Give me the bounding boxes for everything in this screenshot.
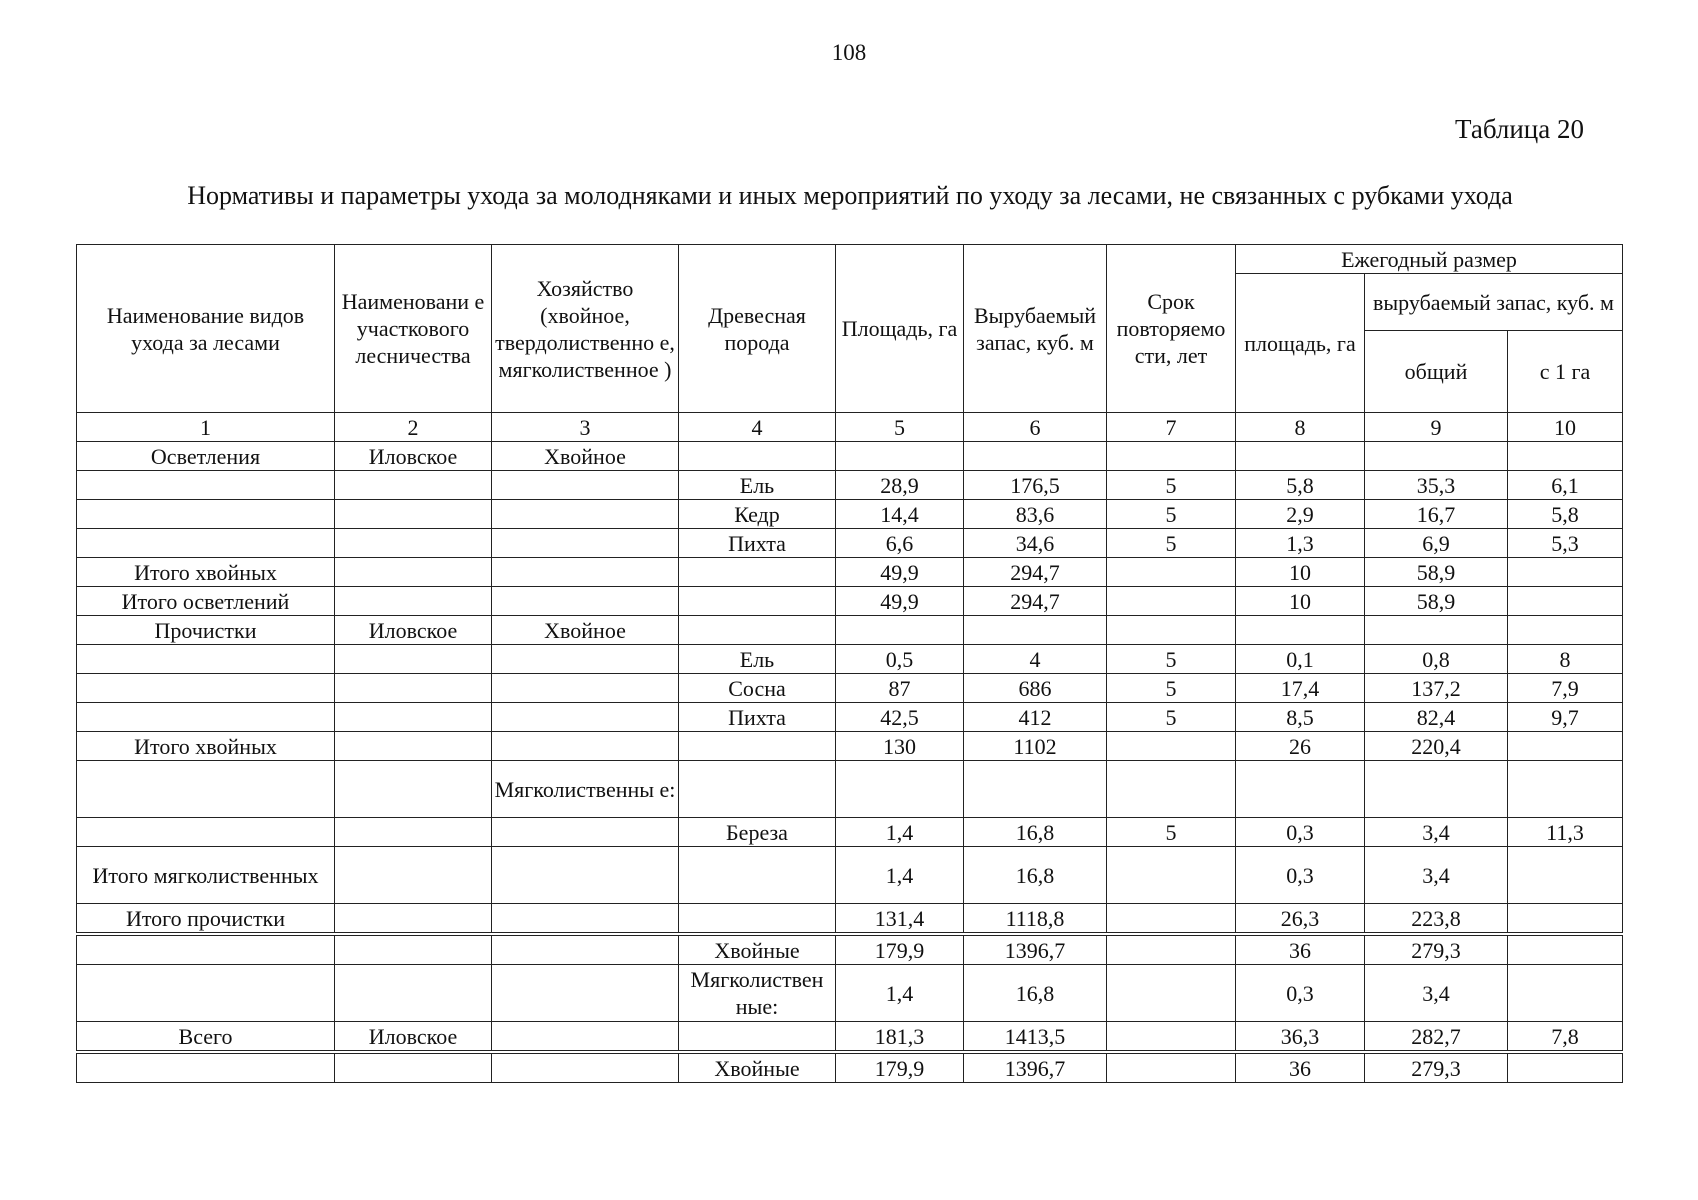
- table-cell: 42,5: [836, 703, 964, 732]
- table-row: [77, 934, 1623, 965]
- table-cell: [77, 645, 335, 674]
- table-cell: [1508, 847, 1623, 904]
- table-cell: [492, 471, 679, 500]
- table-cell: [1365, 442, 1508, 471]
- table-cell: [492, 558, 679, 587]
- table-cell: [335, 934, 492, 965]
- table-cell: [1107, 904, 1236, 935]
- table-cell: 6,6: [836, 529, 964, 558]
- table-cell: [77, 471, 335, 500]
- table-cell: 3,4: [1365, 818, 1508, 847]
- table-cell: 130: [836, 732, 964, 761]
- table-cell: [1107, 934, 1236, 965]
- table-cell: [679, 732, 836, 761]
- table-cell: [1107, 732, 1236, 761]
- header-stock-total: общий: [1365, 331, 1508, 413]
- table-cell: [492, 904, 679, 935]
- table-cell: 294,7: [964, 558, 1107, 587]
- table-cell: [335, 904, 492, 935]
- table-cell: 14,4: [836, 500, 964, 529]
- table-cell: 0,1: [1236, 645, 1365, 674]
- table-cell: 10: [1236, 558, 1365, 587]
- column-number: 4: [679, 413, 836, 442]
- table-cell: 5,8: [1236, 471, 1365, 500]
- table-cell: 686: [964, 674, 1107, 703]
- table-cell: Итого осветлений: [77, 587, 335, 616]
- header-cut-stock: Вырубаемый запас, куб. м: [964, 245, 1107, 413]
- table-cell: Иловское: [335, 616, 492, 645]
- column-number: 5: [836, 413, 964, 442]
- table-cell: 16,8: [964, 818, 1107, 847]
- table-cell: 1413,5: [964, 1022, 1107, 1053]
- table-cell: [1107, 616, 1236, 645]
- table-cell: [492, 934, 679, 965]
- table-cell: 5: [1107, 645, 1236, 674]
- header-care-type: Наименование видов ухода за лесами: [77, 245, 335, 413]
- table-cell: 1396,7: [964, 1052, 1107, 1083]
- table-cell: [492, 703, 679, 732]
- table-cell: [1508, 1052, 1623, 1083]
- table-cell: [964, 442, 1107, 471]
- table-cell: 137,2: [1365, 674, 1508, 703]
- table-row: [77, 442, 1623, 471]
- table-cell: 36: [1236, 1052, 1365, 1083]
- table-cell: [679, 558, 836, 587]
- table-row: [77, 761, 1623, 818]
- table-cell: [492, 529, 679, 558]
- table-cell: [1508, 904, 1623, 935]
- table-cell: 1,4: [836, 847, 964, 904]
- table-cell: [1508, 442, 1623, 471]
- table-cell: 5: [1107, 703, 1236, 732]
- table-cell: 0,3: [1236, 847, 1365, 904]
- table-row: [77, 818, 1623, 847]
- table-row: [77, 703, 1623, 732]
- column-number: 1: [77, 413, 335, 442]
- table-cell: Всего: [77, 1022, 335, 1053]
- column-number: 9: [1365, 413, 1508, 442]
- table-cell: 8,5: [1236, 703, 1365, 732]
- table-cell: 36: [1236, 934, 1365, 965]
- table-cell: 5: [1107, 674, 1236, 703]
- table-cell: [1508, 616, 1623, 645]
- table-cell: 34,6: [964, 529, 1107, 558]
- table-cell: 294,7: [964, 587, 1107, 616]
- table-cell: 279,3: [1365, 934, 1508, 965]
- table-cell: [679, 761, 836, 818]
- table-cell: 36,3: [1236, 1022, 1365, 1053]
- table-cell: Мягколиственны е:: [492, 761, 679, 818]
- header-repeat-period: Срок повторяемо сти, лет: [1107, 245, 1236, 413]
- table-row: [77, 558, 1623, 587]
- table-cell: 26,3: [1236, 904, 1365, 935]
- table-cell: 0,8: [1365, 645, 1508, 674]
- column-number: 8: [1236, 413, 1365, 442]
- table-cell: [492, 965, 679, 1022]
- table-cell: [335, 645, 492, 674]
- table-cell: [492, 732, 679, 761]
- table-body: [77, 442, 1623, 1083]
- norms-table: [76, 244, 1623, 1083]
- table-cell: 3,4: [1365, 965, 1508, 1022]
- table-cell: 5: [1107, 529, 1236, 558]
- table-row: [77, 587, 1623, 616]
- table-cell: [335, 847, 492, 904]
- table-cell: Мягколиствен ные:: [679, 965, 836, 1022]
- table-cell: 8: [1508, 645, 1623, 674]
- table-cell: [492, 1022, 679, 1053]
- table-cell: Итого прочистки: [77, 904, 335, 935]
- table-row: [77, 847, 1623, 904]
- table-cell: 87: [836, 674, 964, 703]
- table-cell: [335, 818, 492, 847]
- table-cell: 6,1: [1508, 471, 1623, 500]
- table-cell: [1508, 558, 1623, 587]
- table-cell: [1365, 761, 1508, 818]
- table-cell: [492, 645, 679, 674]
- table-cell: 181,3: [836, 1022, 964, 1053]
- table-cell: [1508, 934, 1623, 965]
- header-annual-area: площадь, га: [1236, 274, 1365, 413]
- table-cell: [77, 529, 335, 558]
- table-cell: 412: [964, 703, 1107, 732]
- table-cell: Пихта: [679, 703, 836, 732]
- table-cell: 223,8: [1365, 904, 1508, 935]
- table-cell: 5: [1107, 500, 1236, 529]
- table-cell: 58,9: [1365, 558, 1508, 587]
- table-row: [77, 616, 1623, 645]
- table-cell: [335, 965, 492, 1022]
- table-cell: 6,9: [1365, 529, 1508, 558]
- table-row: [77, 645, 1623, 674]
- table-cell: Осветления: [77, 442, 335, 471]
- table-cell: [335, 500, 492, 529]
- table-cell: [335, 674, 492, 703]
- table-cell: [492, 847, 679, 904]
- table-row: [77, 904, 1623, 935]
- table-cell: Хвойное: [492, 616, 679, 645]
- table-cell: [679, 904, 836, 935]
- table-cell: 1,4: [836, 818, 964, 847]
- table-row: [77, 500, 1623, 529]
- table-cell: [492, 500, 679, 529]
- table-cell: 131,4: [836, 904, 964, 935]
- table-cell: [77, 818, 335, 847]
- table-cell: [77, 500, 335, 529]
- table-cell: Хвойные: [679, 1052, 836, 1083]
- table-cell: 16,8: [964, 965, 1107, 1022]
- header-area: Площадь, га: [836, 245, 964, 413]
- table-row: [77, 471, 1623, 500]
- table-cell: 7,8: [1508, 1022, 1623, 1053]
- table-cell: 82,4: [1365, 703, 1508, 732]
- header-stock-per-ha: с 1 га: [1508, 331, 1623, 413]
- table-cell: [335, 558, 492, 587]
- table-cell: 58,9: [1365, 587, 1508, 616]
- table-cell: [335, 529, 492, 558]
- table-number: Таблица 20: [1455, 114, 1584, 144]
- table-cell: Итого хвойных: [77, 558, 335, 587]
- table-cell: 0,3: [1236, 818, 1365, 847]
- table-cell: 2,9: [1236, 500, 1365, 529]
- table-cell: [77, 703, 335, 732]
- table-cell: 83,6: [964, 500, 1107, 529]
- table-cell: 10: [1236, 587, 1365, 616]
- table-cell: [1107, 558, 1236, 587]
- table-cell: 28,9: [836, 471, 964, 500]
- table-cell: [1107, 1052, 1236, 1083]
- table-cell: [679, 442, 836, 471]
- column-number: 2: [335, 413, 492, 442]
- table-cell: [1107, 965, 1236, 1022]
- table-cell: Кедр: [679, 500, 836, 529]
- table-cell: Итого хвойных: [77, 732, 335, 761]
- table-cell: 179,9: [836, 934, 964, 965]
- table-cell: 4: [964, 645, 1107, 674]
- table-cell: Хвойное: [492, 442, 679, 471]
- table-cell: 1,3: [1236, 529, 1365, 558]
- column-number: 10: [1508, 413, 1623, 442]
- table-cell: Ель: [679, 645, 836, 674]
- table-cell: 49,9: [836, 558, 964, 587]
- table-cell: 11,3: [1508, 818, 1623, 847]
- table-cell: 17,4: [1236, 674, 1365, 703]
- table-cell: [1508, 965, 1623, 1022]
- table-cell: [1107, 587, 1236, 616]
- header-tree-species: Древесная порода: [679, 245, 836, 413]
- table-cell: 279,3: [1365, 1052, 1508, 1083]
- table-cell: 179,9: [836, 1052, 964, 1083]
- table-cell: 5: [1107, 818, 1236, 847]
- table-cell: 220,4: [1365, 732, 1508, 761]
- table-cell: [77, 965, 335, 1022]
- table-cell: [335, 471, 492, 500]
- table-cell: [77, 761, 335, 818]
- table-cell: [679, 1022, 836, 1053]
- table-cell: Прочистки: [77, 616, 335, 645]
- table-cell: [964, 761, 1107, 818]
- header-annual-size: Ежегодный размер: [1236, 245, 1623, 274]
- table-cell: [1508, 587, 1623, 616]
- table-cell: 282,7: [1365, 1022, 1508, 1053]
- table-cell: 5: [1107, 471, 1236, 500]
- table-cell: Иловское: [335, 442, 492, 471]
- table-cell: 35,3: [1365, 471, 1508, 500]
- table-cell: Пихта: [679, 529, 836, 558]
- table-cell: [492, 587, 679, 616]
- table-cell: 5,3: [1508, 529, 1623, 558]
- table-cell: [836, 442, 964, 471]
- table-cell: [77, 1052, 335, 1083]
- column-number: 3: [492, 413, 679, 442]
- table-cell: [335, 732, 492, 761]
- header-forestry-district: Наименовани е участкового лесничества: [335, 245, 492, 413]
- table-caption: Нормативы и параметры ухода за молодняками и иных мероприятий по уходу за лесами, не связанных с рубками ухода: [187, 181, 1513, 210]
- page-number: 108: [831, 40, 867, 65]
- table-cell: [492, 1052, 679, 1083]
- table-cell: [77, 934, 335, 965]
- table-cell: Сосна: [679, 674, 836, 703]
- table-cell: Береза: [679, 818, 836, 847]
- table-cell: Иловское: [335, 1022, 492, 1053]
- table-cell: 3,4: [1365, 847, 1508, 904]
- table-cell: [1236, 761, 1365, 818]
- table-cell: [679, 587, 836, 616]
- table-row: [77, 1022, 1623, 1053]
- table-cell: 16,7: [1365, 500, 1508, 529]
- header-economy-type: Хозяйство (хвойное, твердолиственно е, мягколиственное ): [492, 245, 679, 413]
- table-row: [77, 529, 1623, 558]
- table-cell: [1107, 442, 1236, 471]
- table-cell: [964, 616, 1107, 645]
- table-cell: [1107, 761, 1236, 818]
- table-cell: 16,8: [964, 847, 1107, 904]
- table-cell: 1,4: [836, 965, 964, 1022]
- table-cell: 0,3: [1236, 965, 1365, 1022]
- table-cell: [492, 674, 679, 703]
- table-cell: [335, 1052, 492, 1083]
- table-cell: 7,9: [1508, 674, 1623, 703]
- table-cell: 1118,8: [964, 904, 1107, 935]
- table-cell: 49,9: [836, 587, 964, 616]
- table-cell: 1396,7: [964, 934, 1107, 965]
- table-cell: [335, 761, 492, 818]
- table-cell: 1102: [964, 732, 1107, 761]
- table-cell: [1236, 442, 1365, 471]
- table-cell: [492, 818, 679, 847]
- table-row: [77, 674, 1623, 703]
- table-cell: 176,5: [964, 471, 1107, 500]
- table-cell: Хвойные: [679, 934, 836, 965]
- table-cell: [335, 703, 492, 732]
- column-number: 7: [1107, 413, 1236, 442]
- table-cell: 5,8: [1508, 500, 1623, 529]
- table-cell: [679, 847, 836, 904]
- table-cell: [77, 674, 335, 703]
- table-cell: 9,7: [1508, 703, 1623, 732]
- column-number-row: [77, 413, 1623, 442]
- table-row: [77, 732, 1623, 761]
- table-cell: [836, 761, 964, 818]
- table-cell: [836, 616, 964, 645]
- table-cell: [1107, 1022, 1236, 1053]
- table-row: [77, 965, 1623, 1022]
- table-cell: [1508, 732, 1623, 761]
- table-cell: [1508, 761, 1623, 818]
- table-cell: [1365, 616, 1508, 645]
- table-cell: [335, 587, 492, 616]
- table-row: [77, 1052, 1623, 1083]
- table-cell: Ель: [679, 471, 836, 500]
- table-cell: 26: [1236, 732, 1365, 761]
- table-cell: [1107, 847, 1236, 904]
- header-annual-stock: вырубаемый запас, куб. м: [1365, 274, 1623, 331]
- table-cell: 0,5: [836, 645, 964, 674]
- table-cell: [679, 616, 836, 645]
- table-cell: Итого мягколиственных: [77, 847, 335, 904]
- column-number: 6: [964, 413, 1107, 442]
- table-cell: [1236, 616, 1365, 645]
